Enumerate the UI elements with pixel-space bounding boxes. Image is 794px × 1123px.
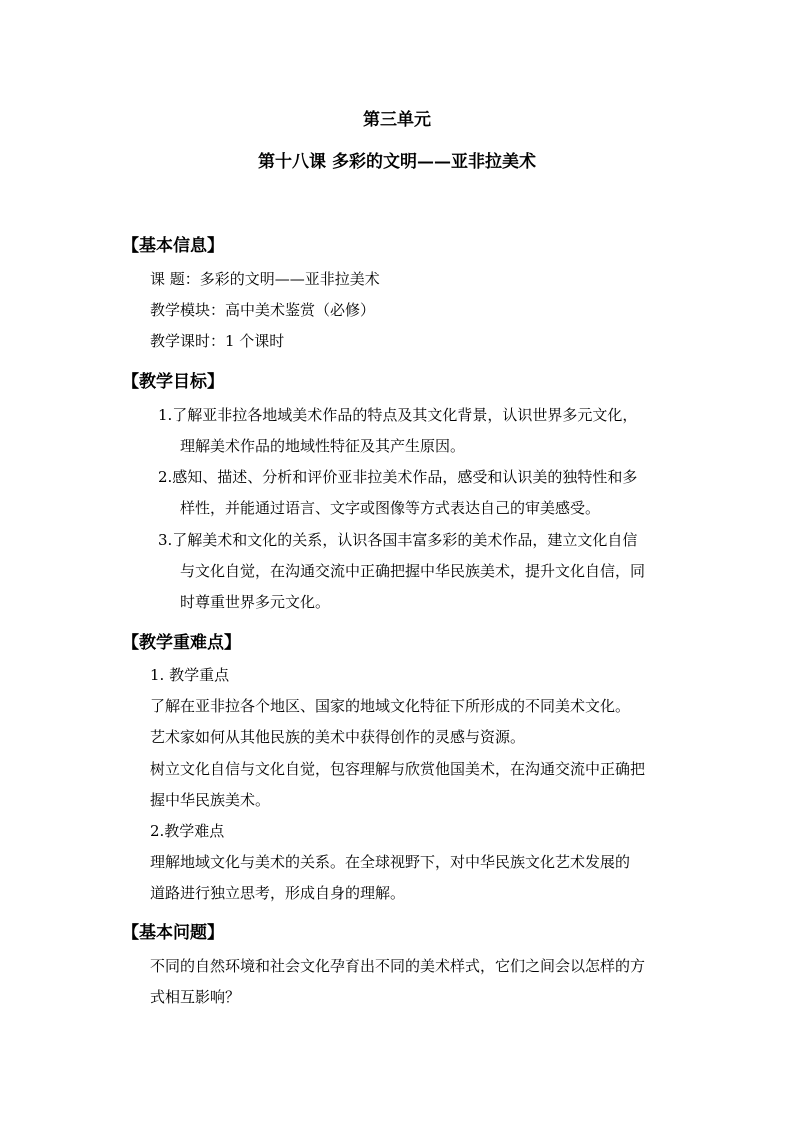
- objectives-heading: 【教学目标】: [122, 372, 224, 392]
- unit-title: 第三单元: [363, 110, 431, 130]
- info-topic: 课 题：多彩的文明——亚非拉美术: [150, 270, 380, 288]
- info-module: 教学模块：高中美术鉴赏（必修）: [150, 301, 376, 319]
- focus-line-2: 艺术家如何从其他民族的美术中获得创作的灵感与资源。: [150, 728, 526, 746]
- objective-1-line-2: 理解美术作品的地域性特征及其产生原因。: [180, 437, 466, 455]
- info-hours: 教学课时：1 个课时: [150, 332, 285, 350]
- objective-3-line-1: 3.了解美术和文化的关系，认识各国丰富多彩的美术作品，建立文化自信: [158, 531, 638, 549]
- objective-1-line-1: 1.了解亚非拉各地域美术作品的特点及其文化背景，认识世界多元文化，: [158, 406, 638, 424]
- difficulty-label: 2.教学难点: [150, 822, 225, 840]
- basic-info-heading: 【基本信息】: [122, 236, 224, 256]
- key-points-heading: 【教学重难点】: [122, 633, 241, 653]
- focus-line-4: 握中华民族美术。: [150, 791, 271, 809]
- focus-line-3: 树立文化自信与文化自觉，包容理解与欣赏他国美术，在沟通交流中正确把: [150, 760, 646, 778]
- difficulty-line-2: 道路进行独立思考，形成自身的理解。: [150, 884, 406, 902]
- basic-question-heading: 【基本问题】: [122, 923, 224, 943]
- objective-2-line-2: 样性，并能通过语言、文字或图像等方式表达自己的审美感受。: [180, 499, 601, 517]
- objective-2-line-1: 2.感知、描述、分析和评价亚非拉美术作品，感受和认识美的独特性和多: [158, 468, 638, 486]
- focus-line-1: 了解在亚非拉各个地区、国家的地域文化特征下所形成的不同美术文化。: [150, 697, 631, 715]
- difficulty-line-1: 理解地域文化与美术的关系。在全球视野下，对中华民族文化艺术发展的: [150, 853, 631, 871]
- lesson-title: 第十八课 多彩的文明——亚非拉美术: [258, 152, 536, 172]
- objective-3-line-3: 时尊重世界多元文化。: [180, 593, 331, 611]
- question-line-2: 式相互影响？: [150, 988, 241, 1006]
- focus-label: 1. 教学重点: [150, 666, 230, 684]
- question-line-1: 不同的自然环境和社会文化孕育出不同的美术样式，它们之间会以怎样的方: [150, 957, 646, 975]
- objective-3-line-2: 与文化自觉，在沟通交流中正确把握中华民族美术，提升文化自信，同: [180, 562, 646, 580]
